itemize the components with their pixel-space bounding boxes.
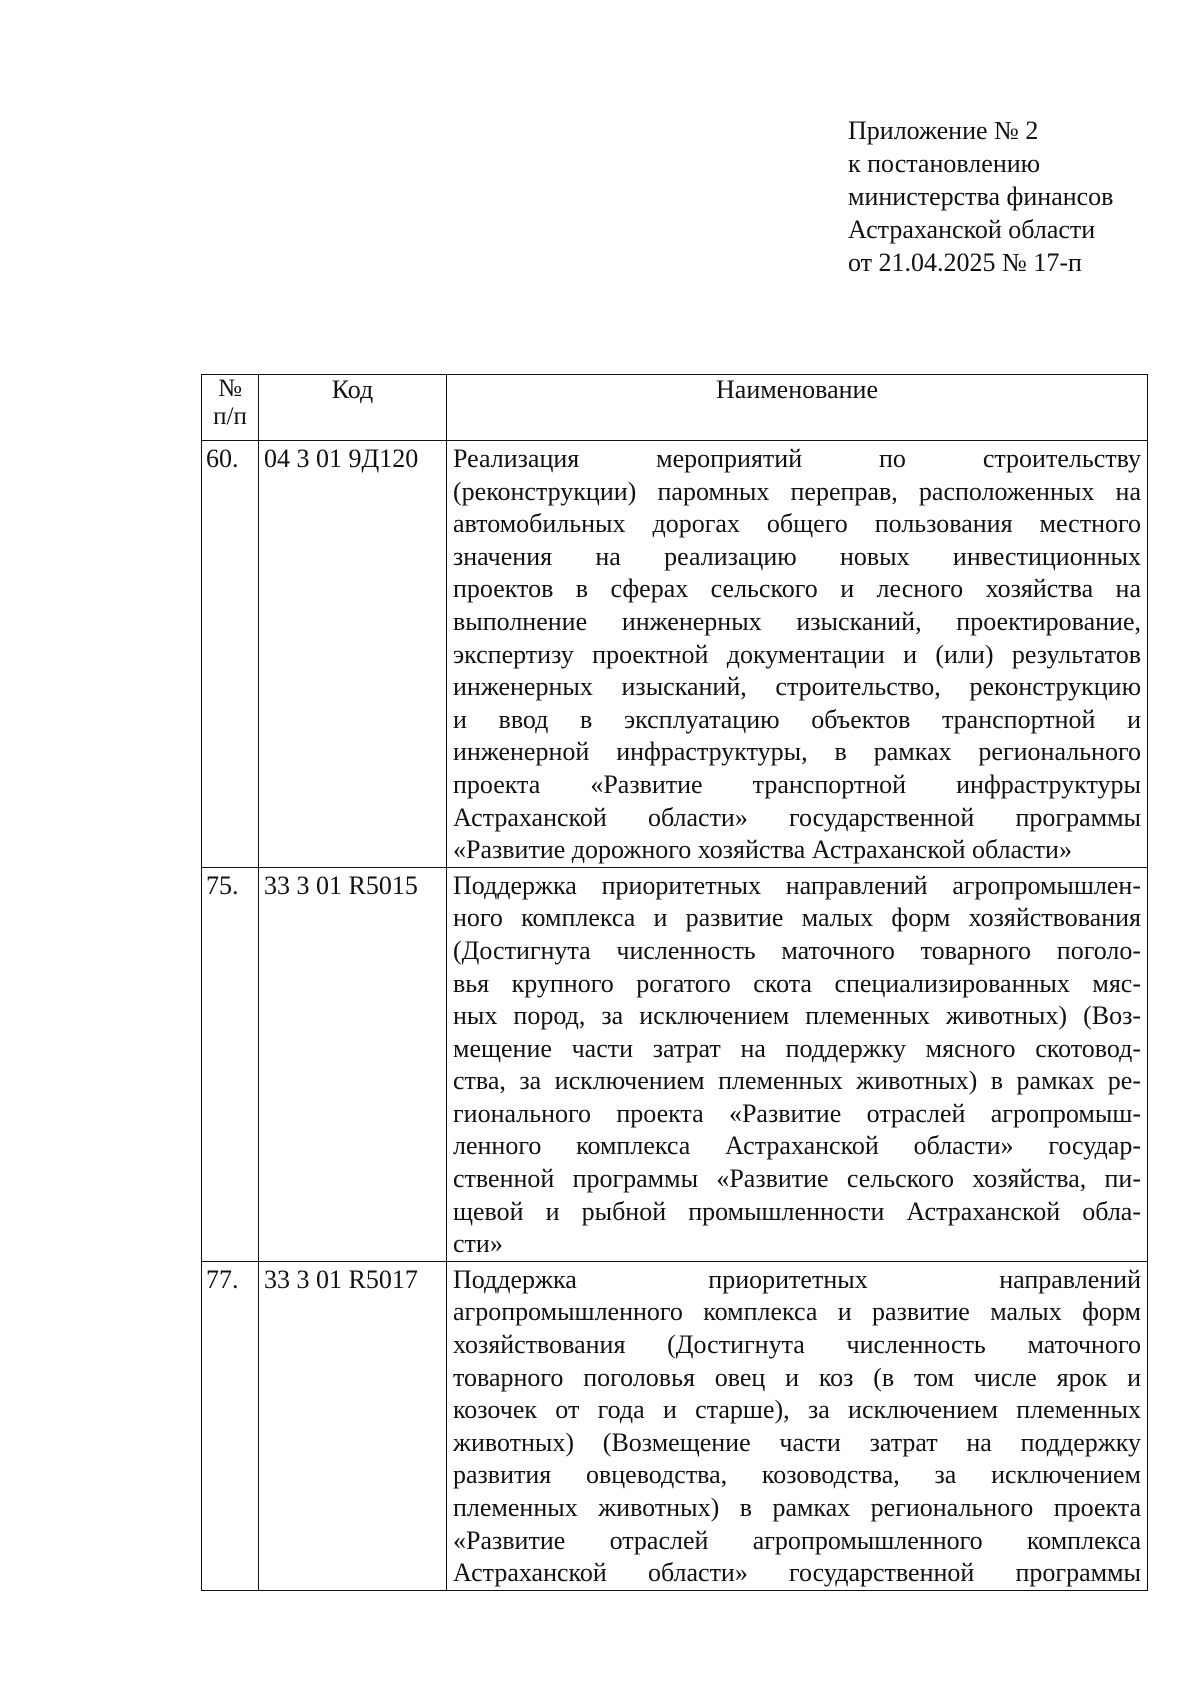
name-line: и ввод в эксплуатацию объектов транспортной и <box>453 704 1141 734</box>
row-number: 77. <box>202 1261 259 1590</box>
header-num <box>202 375 259 441</box>
name-line: Астраханской области» государственной программы <box>453 1558 1141 1588</box>
name-line: животных) (Возмещение части затрат на поддержку <box>453 1427 1141 1457</box>
table-row <box>202 441 1148 868</box>
row-code: 33 3 01 R5015 <box>259 867 447 1261</box>
name-line: экспертизу проектной документации и (или) результатов <box>453 639 1141 669</box>
name-line: мещение части затрат на поддержку мясного скотовод- <box>453 1033 1141 1063</box>
appendix-line: Астраханской области <box>848 215 1096 244</box>
name-line: «Развитие дорожного хозяйства Астраханской области» <box>453 835 1072 865</box>
name-line: ных пород, за исключением племенных животных) (Воз- <box>453 1001 1141 1031</box>
row-number: 60. <box>202 441 259 868</box>
header-num-line1: № <box>218 375 242 402</box>
appendix-line: от 21.04.2025 № 17-п <box>848 248 1082 277</box>
name-line: щевой и рыбной промышленности Астраханской обла- <box>453 1196 1141 1226</box>
name-line: инженерной инфраструктуры, в рамках регионального <box>453 737 1141 767</box>
name-line: инженерных изысканий, строительство, реконструкцию <box>453 672 1141 702</box>
name-line: козочек от года и старше), за исключением племенных <box>453 1395 1141 1425</box>
appendix-line: Приложение № 2 <box>848 116 1039 145</box>
name-line: сти» <box>453 1229 503 1259</box>
name-line: Реализация мероприятий по строительству <box>453 444 1141 473</box>
name-line: выполнение инженерных изысканий, проектирование, <box>453 606 1141 636</box>
row-code: 04 3 01 9Д120 <box>259 441 447 868</box>
row-name <box>447 441 1148 868</box>
name-line: ленного комплекса Астраханской области» государ- <box>453 1131 1141 1161</box>
name-line: ства, за исключением племенных животных) в рамках ре- <box>453 1066 1141 1096</box>
name-line: Поддержка приоритетных направлений агропромышлен- <box>453 870 1141 900</box>
row-name <box>447 867 1148 1261</box>
name-line: проекта «Развитие транспортной инфраструктуры <box>453 769 1141 799</box>
header-num-line2: п/п <box>213 403 247 430</box>
name-line: племенных животных) в рамках регионального проекта <box>453 1493 1141 1522</box>
header-code: Код <box>259 375 447 441</box>
name-line: (реконструкции) паромных переправ, расположенных на <box>453 476 1141 506</box>
appendix-line: министерства финансов <box>848 182 1114 211</box>
name-line: товарного поголовья овец и коз (в том числе ярок и <box>453 1362 1141 1392</box>
name-line: ственной программы «Развитие сельского хозяйства, пи- <box>453 1164 1141 1194</box>
table-header-row <box>202 375 1148 441</box>
name-line: вья крупного рогатого скота специализированных мяс- <box>453 968 1141 998</box>
name-line: хозяйствования (Достигнута численность маточного <box>453 1330 1141 1360</box>
name-line: гионального проекта «Развитие отраслей агропромыш- <box>453 1098 1141 1128</box>
name-line: проектов в сферах сельского и лесного хозяйства на <box>453 574 1141 604</box>
name-line: «Развитие отраслей агропромышленного комплекса <box>453 1525 1141 1555</box>
name-line: автомобильных дорогах общего пользования местного <box>453 509 1141 539</box>
appendix-header <box>848 114 1113 279</box>
name-line: ного комплекса и развитие малых форм хозяйствования <box>453 903 1141 933</box>
name-line: Астраханской области» государственной программы <box>453 802 1141 832</box>
name-line: агропромышленного комплекса и развитие малых форм <box>453 1297 1141 1327</box>
name-line: развития овцеводства, козоводства, за исключением <box>453 1460 1141 1490</box>
codes-table <box>201 374 1148 1591</box>
name-line: значения на реализацию новых инвестиционных <box>453 541 1141 571</box>
row-name <box>447 1261 1148 1590</box>
table-row <box>202 867 1148 1261</box>
table-row <box>202 1261 1148 1590</box>
name-line: (Достигнута численность маточного товарного поголо- <box>453 935 1141 965</box>
name-line: Поддержка приоритетных направлений <box>453 1264 1141 1294</box>
appendix-line: к постановлению <box>848 149 1041 178</box>
row-code: 33 3 01 R5017 <box>259 1261 447 1590</box>
row-number: 75. <box>202 867 259 1261</box>
header-name: Наименование <box>447 375 1148 441</box>
